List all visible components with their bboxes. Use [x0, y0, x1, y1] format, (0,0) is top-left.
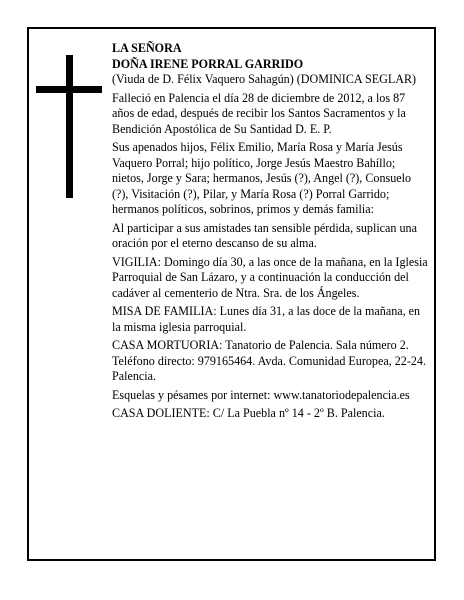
internet-condolences: Esquelas y pésames por internet: www.tanatoriodepalencia.es: [112, 387, 410, 402]
prayer-request: Al participar a sus amistades tan sensible pérdida, suplican una oración por el eterno descanso de su alma.: [112, 220, 417, 250]
funeral-home-info: CASA MORTUORIA: Tanatorio de Palencia. Sala número 2. Teléfono directo: 979165464. Avda. Comunidad Europea, 22-24. Palencia.: [112, 338, 426, 383]
cross-icon: [66, 55, 73, 198]
obituary-text: [112, 41, 428, 425]
cross-icon-bar: [36, 86, 102, 93]
deceased-name: DOÑA IRENE PORRAL GARRIDO: [112, 56, 304, 71]
family-mass-info: MISA DE FAMILIA: Lunes día 31, a las doce de la mañana, en la misma iglesia parroquial.: [112, 304, 421, 334]
notice-title: LA SEÑORA: [112, 41, 182, 55]
death-announcement: Falleció en Palencia el día 28 de diciembre de 2012, a los 87 años de edad, después de recibir los Santos Sacramentos y la Bendición Apostólica de Su Santidad D. E. P.: [112, 90, 406, 136]
vigil-info: VIGILIA: Domingo día 30, a las once de la mañana, en la Iglesia Parroquial de San Lázaro, y a continuación la conducción del cadáver al cementerio de Ntra. Sra. de los Ángeles.: [112, 254, 428, 300]
family-address: CASA DOLIENTE: C/ La Puebla nº 14 - 2º B. Palencia.: [112, 406, 385, 420]
widow-note: (Viuda de D. Félix Vaquero Sahagún) (DOMINICA SEGLAR): [112, 72, 417, 86]
family-list: Sus apenados hijos, Félix Emilio, María Rosa y María Jesús Vaquero Porral; hijo político, Jorge Jesús Maestro Bahíllo; nietos, Jorge y Sara; hermanos, Jesús (?), Angel (?), Consuelo (?), Visitación (?), Pilar, y María Rosa (?) Porral Garrido; hermanos políticos, sobrinos, primos y demás familia:: [112, 140, 412, 216]
